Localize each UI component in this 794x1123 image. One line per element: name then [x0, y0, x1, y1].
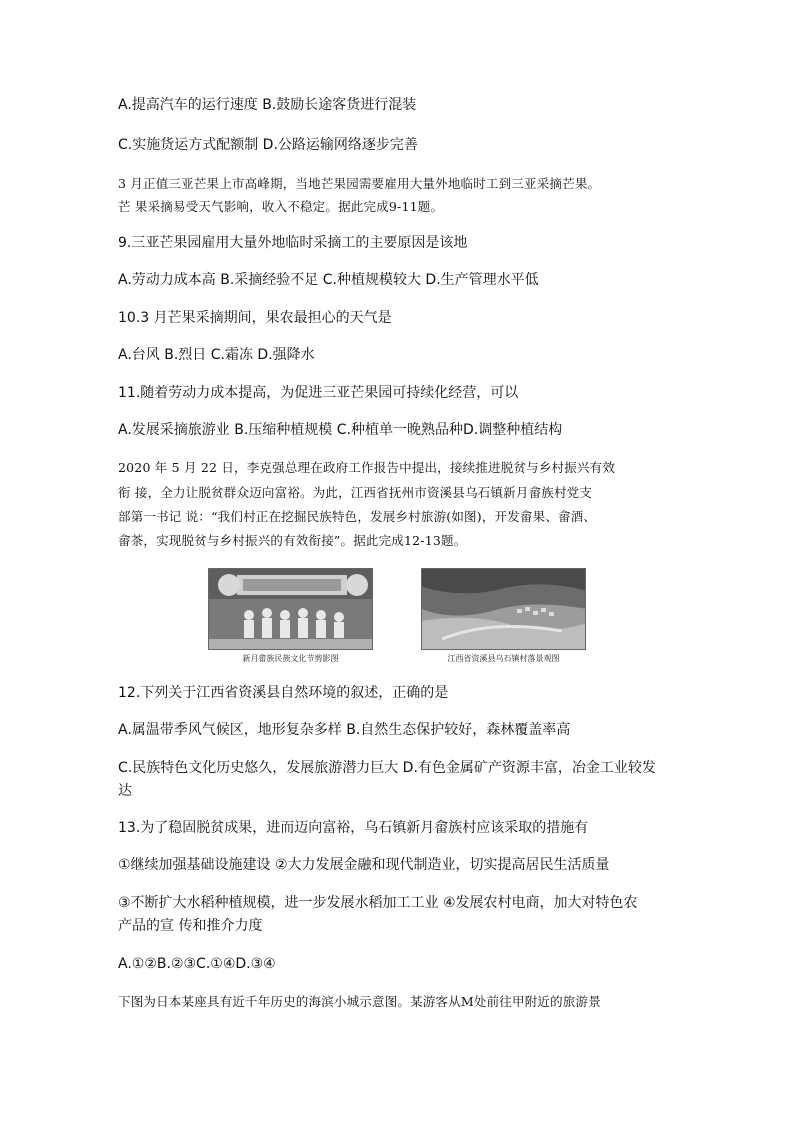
- festival-photo: [208, 568, 373, 664]
- q10-stem: 10.3 月芒果采摘期间，果农最担心的天气是: [118, 310, 392, 326]
- figure-row: [208, 568, 588, 668]
- q9-options: A.劳动力成本高 B.采摘经验不足 C.种植规模较大 D.生产管理水平低: [118, 272, 539, 288]
- q12-options-line-1: A.属温带季风气候区，地形复杂多样 B.自然生态保护较好，森林覆盖率高: [118, 722, 571, 738]
- q12-options-line-2-cont: 达: [118, 783, 132, 799]
- q12-options-line-2: C.民族特色文化历史悠久，发展旅游潜力巨大 D.有色金属矿产资源丰富，冶金工业较发: [118, 760, 656, 776]
- village-landscape-image: [421, 568, 586, 650]
- q13-options: A.①②B.②③C.①④D.③④: [118, 956, 276, 972]
- festival-photo-graphic: [209, 569, 373, 650]
- q13-item-1: ①继续加强基础设施建设 ②大力发展金融和现代制造业，切实提高居民生活质量: [118, 857, 610, 873]
- mango-passage-line-1: 3 月正值三亚芒果上市高峰期，当地芒果园需要雇用大量外地临时工到三亚采摘芒果。: [118, 176, 601, 191]
- japan-passage-line-1: 下图为日本某座具有近千年历史的海滨小城示意图。某游客从M处前往甲附近的旅游景: [118, 994, 601, 1009]
- q13-item-2-cont: 产品的宣 传和推介力度: [118, 918, 263, 934]
- village-landscape-caption: 江西省资溪县乌石镇村落景观图: [447, 654, 560, 663]
- q13-stem: 13.为了稳固脱贫成果，进而迈向富裕，乌石镇新月畲族村应该采取的措施有: [118, 820, 589, 836]
- village-landscape-graphic: [422, 569, 586, 650]
- q11-options: A.发展采摘旅游业 B.压缩种植规模 C.种植单一晚熟品种D.调整种植结构: [118, 422, 563, 438]
- q12-stem: 12.下列关于江西省资溪县自然环境的叙述，正确的是: [118, 685, 449, 701]
- festival-photo-image: [208, 568, 373, 650]
- q9-stem: 9.三亚芒果园雇用大量外地临时采摘工的主要原因是该地: [118, 235, 468, 251]
- village-passage-line-1: 2020 年 5 月 22 日，李克强总理在政府工作报告中提出，接续推进脱贫与乡村振兴有效: [118, 460, 616, 475]
- village-landscape-photo: [421, 568, 586, 664]
- q10-options: A.台风 B.烈日 C.霜冻 D.强降水: [118, 347, 315, 363]
- q13-item-2: ③不断扩大水稻种植规模，进一步发展水稻加工工业 ④发展农村电商，加大对特色农: [118, 895, 638, 911]
- village-passage-line-3: 部第一书记 说：“我们村正在挖掘民族特色，发展乡村旅游(如图)，开发畲果、畲酒、: [118, 509, 597, 524]
- village-passage-line-2: 衔 接，全力让脱贫群众迈向富裕。为此，江西省抚州市资溪县乌石镇新月畲族村党支: [118, 485, 593, 500]
- festival-photo-caption: 新月畲族民族文化节剪影图: [242, 654, 339, 663]
- mango-passage-line-2: 芒 果采摘易受天气影响，收入不稳定。据此完成9-11题。: [118, 199, 444, 214]
- q11-stem: 11.随着劳动力成本提高，为促进三亚芒果园可持续化经营，可以: [118, 385, 519, 401]
- q8-options-line-1: A.提高汽车的运行速度 B.鼓励长途客货进行混装: [118, 97, 417, 113]
- village-passage-line-4: 畲茶，实现脱贫与乡村振兴的有效衔接”。据此完成12-13题。: [118, 533, 467, 548]
- q8-options-line-2: C.实施货运方式配额制 D.公路运输网络逐步完善: [118, 137, 418, 153]
